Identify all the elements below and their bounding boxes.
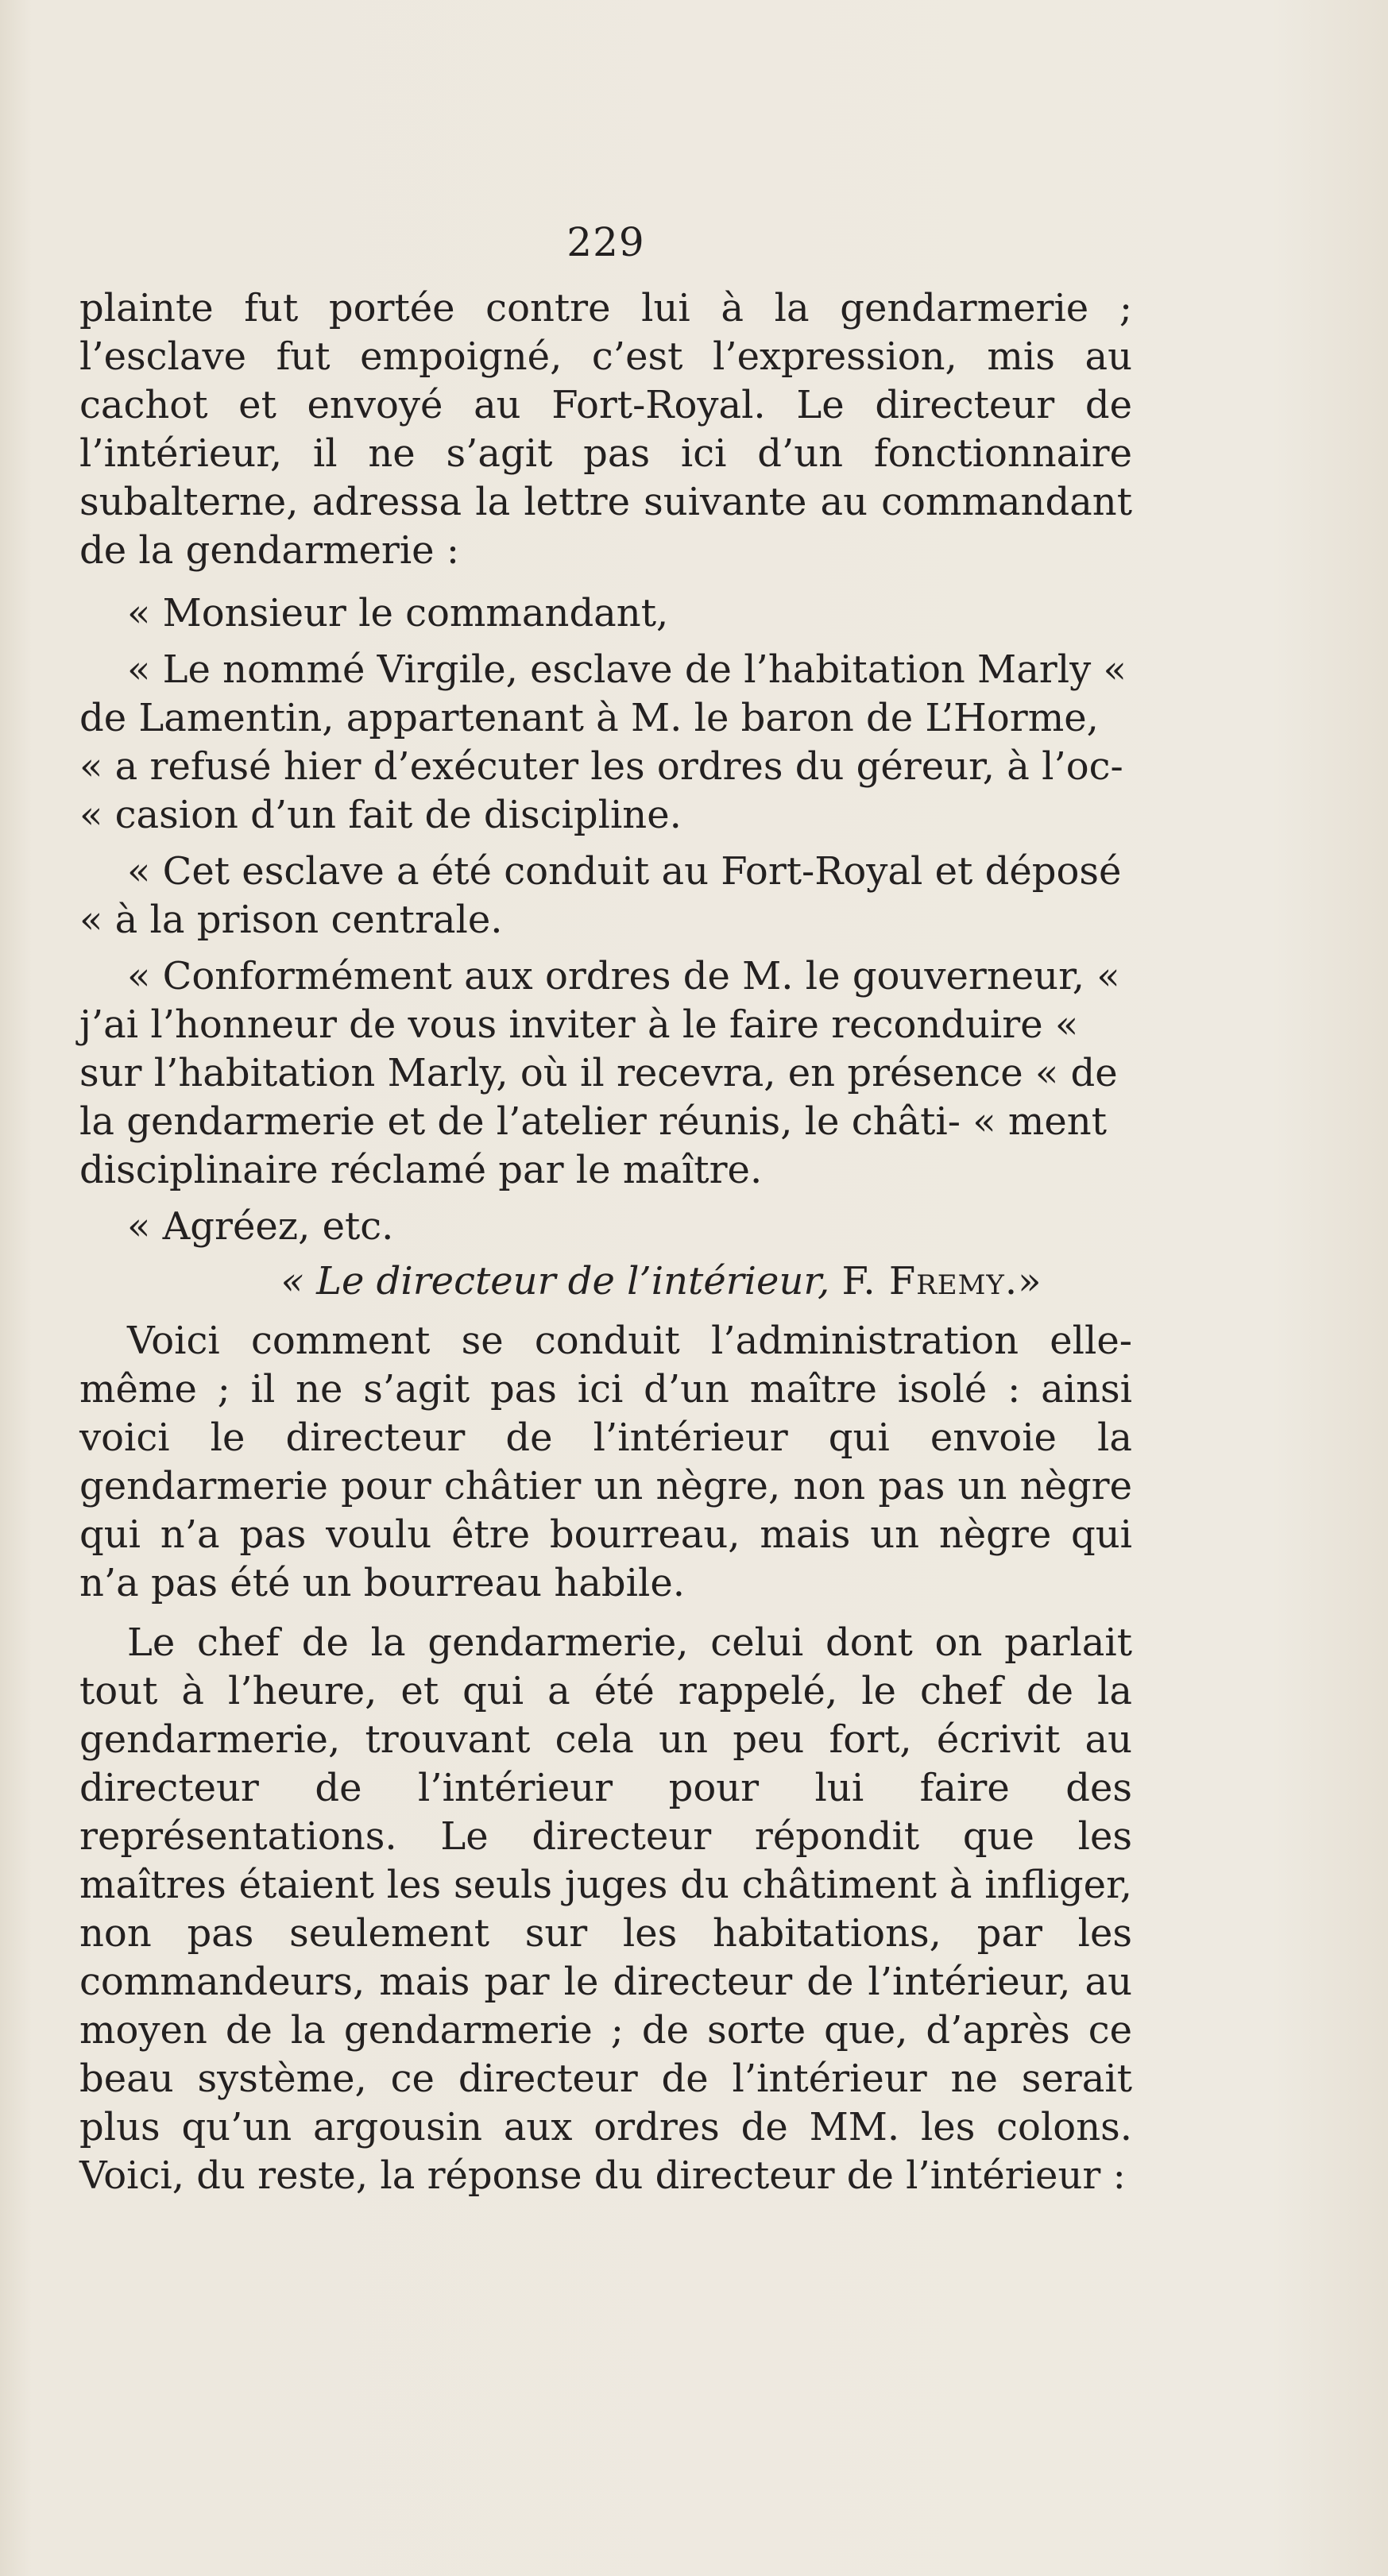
body-paragraph: Le chef de la gendarmerie, celui dont on parlait tout à l’heure, et qui a été rappelé, le chef de la gendarmerie, trouvant cela un peu fort, écrivit au directeur de l’intérieur pour lui faire des représentations. Le directeur répondit que les maîtres étaient les seuls juges du châtiment à infliger, non pas seulement sur les habitations, par les commandeurs, mais par le directeur de l’intérieur, au moyen de la gendarmerie ; de sorte que, d’après ce beau système, ce directeur de l’intérieur ne serait plus qu’un argousin aux ordres de MM. les colons. Voici, du reste, la réponse du directeur de l’intérieur : xyxy=(79,1620,1132,2198)
letter-salutation: « Monsieur le commandant, xyxy=(127,591,669,635)
opening-paragraph: plainte fut portée contre lui à la gendarmerie ; l’esclave fut empoigné, c’est l’expression, mis au cachot et envoyé au Fort-Royal. Le directeur de l’intérieur, il ne s’agit pas ici d’un fonctionnaire subalterne, adressa la lettre suivante au commandant de la gendarmerie : xyxy=(79,286,1132,573)
letter-paragraph: « Cet esclave a été conduit au Fort-Royal et déposé « à la prison centrale. xyxy=(79,849,1122,942)
letter-paragraph: « Le nommé Virgile, esclave de l’habitation Marly « de Lamentin, appartenant à M. le baron de L’Horme, « a refusé hier d’exécuter les ordres du géreur, à l’oc- « casion d’un fait de discipline. xyxy=(79,647,1127,837)
quoted-letter xyxy=(79,589,1132,1306)
letter-paragraph: « Conformément aux ordres de M. le gouverneur, « j’ai l’honneur de vous inviter à le faire reconduire « sur l’habitation Marly, où il recevra, en présence « de la gendarmerie et de l’atelier réunis, le châti- « ment disciplinaire réclamé par le maître. xyxy=(79,954,1120,1192)
page-text xyxy=(79,218,1132,2200)
body-paragraph: Voici comment se conduit l’administration elle-même ; il ne s’agit pas ici d’un maître isolé : ainsi voici le directeur de l’intérieur qui envoie la gendarmerie pour châtier un nègre, non pas un nègre qui n’a pas voulu être bourreau, mais un nègre qui n’a pas été un bourreau habile. xyxy=(79,1319,1132,1605)
signature-role: « Le directeur de l’intérieur, xyxy=(280,1259,830,1303)
letter-signature xyxy=(79,1257,1132,1306)
signature-name: F. Fremy.» xyxy=(841,1259,1042,1303)
letter-closing: « Agréez, etc. xyxy=(127,1204,394,1249)
page-number: 229 xyxy=(566,219,645,265)
